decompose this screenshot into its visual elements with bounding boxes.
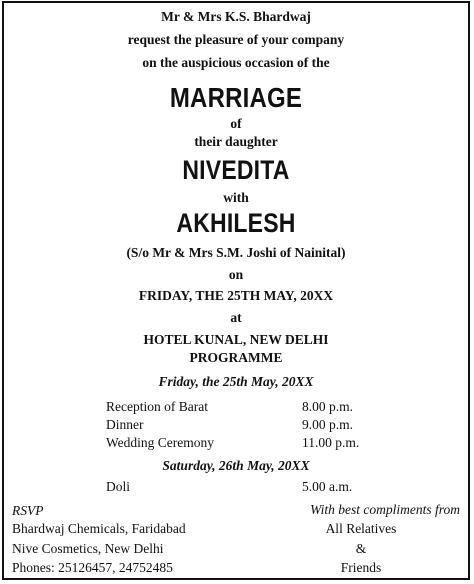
with-line: with [223,190,249,205]
groom-parents-line: (S/o Mr & Mrs S.M. Joshi of Nainital) [126,245,346,260]
date-line: FRIDAY, THE 25TH MAY, 20XX [138,288,334,303]
rsvp-line: Phones: 25126457, 24752485 [12,560,173,575]
on-line: on [228,267,244,282]
programme-item-time: 9.00 p.m. [302,417,354,432]
of-line: of [230,116,242,131]
programme-item-name: Dinner [106,417,144,432]
programme-item-time: 8.00 p.m. [302,399,354,414]
programme-item-time: 5.00 a.m. [302,479,353,494]
at-line: at [230,310,242,325]
event-title: MARRIAGE [169,82,303,114]
request-line: request the pleasure of your company [127,32,345,47]
day-1-label: Friday, the 25th May, 20XX [158,374,314,389]
from-line: & [355,541,367,556]
bride-name: NIVEDITA [182,154,290,185]
programme-item-name: Wedding Ceremony [106,435,215,450]
programme-item-name: Doli [106,479,131,494]
groom-name: AKHILESH [176,207,296,238]
hosts-line: Mr & Mrs K.S. Bhardwaj [161,9,311,24]
day-2-label: Saturday, 26th May, 20XX [162,458,310,473]
programme-heading: PROGRAMME [189,350,283,365]
rsvp-label: RSVP [12,503,44,518]
rsvp-line: Bhardwaj Chemicals, Faridabad [12,521,186,536]
compliments-line: With best compliments from [310,502,460,517]
invitation-card [2,1,470,580]
occasion-line: on the auspicious occasion of the [142,55,330,70]
programme-item-name: Reception of Barat [106,399,208,414]
from-line: Friends [340,560,382,575]
rsvp-line: Nive Cosmetics, New Delhi [12,541,164,556]
venue-line: HOTEL KUNAL, NEW DELHI [143,332,329,347]
from-line: All Relatives [325,521,397,536]
relation-line: their daughter [194,134,278,149]
programme-item-time: 11.00 p.m. [302,435,360,450]
